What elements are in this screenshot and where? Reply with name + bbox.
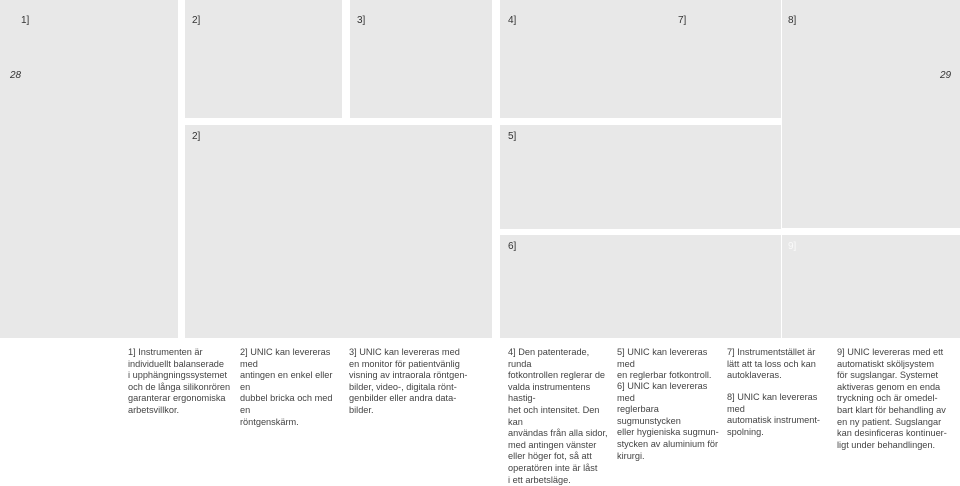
- caption-7: 7] Instrumentstället är lätt att ta loss och kan autoklaveras.: [727, 347, 816, 381]
- image-panel-4: [500, 0, 781, 118]
- caption-1: 1] Instrumenten är individuellt balanserade i upphängningssystemet och de långa silikonrören garanterar ergonomiska arbetsvillkor.: [128, 347, 231, 415]
- caption-5: 5] UNIC kan levereras med en reglerbar fotkontroll.: [617, 347, 712, 381]
- panel-label-4: 4]: [508, 15, 517, 26]
- panel-label-8: 8]: [788, 15, 797, 26]
- image-panel-2a: [185, 0, 342, 118]
- caption-4: 4] Den patenterade, runda fotkontrollen reglerar de valda instrumentens hastig- het och intensitet. Den kan användas från alla sidor, med antingen vänster eller höger fot, så att operatören inte är låst i ett arbetsläge.: [508, 347, 608, 485]
- panel-label-7: 7]: [678, 15, 687, 26]
- panel-label-9: 9]: [788, 241, 797, 252]
- image-panel-6: [500, 235, 781, 338]
- image-panel-2b: [185, 125, 492, 338]
- caption-2: 2] UNIC kan levereras med antingen en enkel eller en dubbel bricka och med en röntgenskärm.: [240, 347, 333, 427]
- page-number-left: 28: [10, 70, 22, 81]
- caption-8: 8] UNIC kan levereras med automatisk instrument- spolning.: [727, 392, 820, 437]
- image-panel-5: [500, 125, 781, 229]
- caption-3: 3] UNIC kan levereras med en monitor för patientvänlig visning av intraorala röntgen- bilder, video-, digitala rönt- genbilder eller andra data- bilder.: [349, 347, 468, 415]
- panel-label-1: 1]: [21, 15, 30, 26]
- panel-label-3: 3]: [357, 15, 366, 26]
- panel-label-2a: 2]: [192, 15, 201, 26]
- page-number-right: 29: [940, 70, 952, 81]
- panel-label-6: 6]: [508, 241, 517, 252]
- image-panel-9: [782, 235, 960, 338]
- panel-label-5: 5]: [508, 131, 517, 142]
- caption-6: 6] UNIC kan levereras med reglerbara sugmunstycken eller hygieniska sugmun- stycken av aluminium för kirurgi.: [617, 381, 719, 461]
- panel-label-2b: 2]: [192, 131, 201, 142]
- image-panel-8: [782, 0, 960, 228]
- image-panel-1: [0, 0, 178, 338]
- caption-9: 9] UNIC levereras med ett automatiskt sköljsystem för sugslangar. Systemet aktiveras genom en enda tryckning och är omedel- bart klart för behandling av en ny patient. Sugslangar kan desinficeras kontinuer- ligt under behandlingen.: [837, 347, 947, 450]
- image-panel-3: [350, 0, 492, 118]
